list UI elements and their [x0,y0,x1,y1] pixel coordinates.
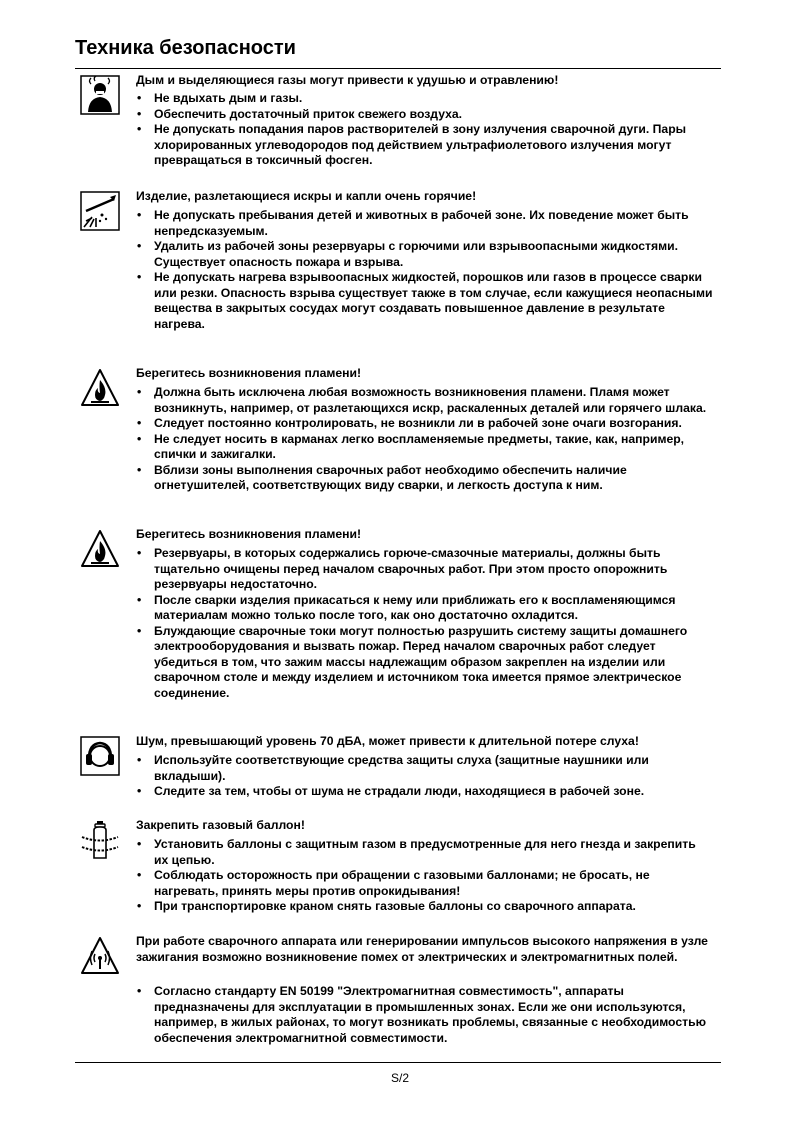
list-item: • После сварки изделия прикасаться к нему или приближать его к воспламеняющимся материалам можно только после того, как оно достаточно охладится. [136,593,713,624]
section-title: Дым и выделяющиеся газы могут привести к удушью и отравлению! [136,73,559,87]
list-item [136,270,713,332]
list-item: • Обеспечить достаточный приток свежего воздуха. [136,107,713,123]
list-item-note: Существует опасность пожара и взрыва. [154,254,404,269]
list-item: • Вблизи зоны выполнения сварочных работ необходимо обеспечить наличие огнетушителей, соответствующих виду сварки, и легкость доступа к ним. [136,463,713,494]
page-title: Техника безопасности [75,37,296,59]
top-divider [75,68,721,69]
bullet-list [136,208,713,332]
list-item: • Резервуары, в которых содержались горюче-смазочные материалы, должны быть тщательно очищены перед началом сварочных работ. При этом просто опорожнить резервуары недостаточно. [136,546,713,593]
list-item: • Следите за тем, чтобы от шума не страдали люди, находящиеся в рабочей зоне. [136,784,713,800]
list-item: • Используйте соответствующие средства защиты слуха (защитные наушники или вкладыши). [136,753,713,784]
list-item: • Согласно стандарту EN 50199 "Электромагнитная совместимость", аппараты предназначены для эксплуатации в промышленных зонах. Если же они используются, например, в жилых районах, то могут возникать проблемы, связанные с необходимостью обеспечения электромагнитной совместимости. [136,984,713,1046]
list-item [136,239,713,270]
section-title: Берегитесь возникновения пламени! [136,366,362,380]
bottom-divider [75,1062,721,1063]
list-item: • Не следует носить в карманах легко воспламеняемые предметы, такие, как, например, спички и зажигалки. [136,432,713,463]
bullet-list [136,91,713,169]
fire-warning-icon [80,529,120,569]
bullet-list [136,546,713,701]
section-title: При работе сварочного аппарата или генерировании импульсов высокого напряжения в узле зажигания возможно возникновение помех от электрических и электромагнитных полей. [136,934,708,964]
ear-protection-icon [80,736,120,776]
list-item [136,208,713,239]
list-item: • Не допускать попадания паров растворителей в зону излучения сварочной дуги. Пары хлорированных углеводородов под действием ультрафиолетового излучения могут превращаться в токсичный фосген. [136,122,713,169]
list-item: • Следует постоянно контролировать, не возникли ли в рабочей зоне очаги возгорания. [136,416,713,432]
section-title: Берегитесь возникновения пламени! [136,527,362,541]
gas-cylinder-icon [80,820,120,860]
hot-sparks-icon [80,191,120,231]
list-item: • При транспортировке краном снять газовые баллоны со сварочного аппарата. [136,899,713,915]
bullet-list [136,753,713,800]
bullet-list [136,837,713,915]
section-title: Закрепить газовый баллон! [136,818,305,832]
section-title: Изделие, разлетающиеся искры и капли очень горячие! [136,189,477,203]
list-item: • Установить баллоны с защитным газом в предусмотренные для него гнезда и закрепить их цепью. [136,837,713,868]
fumes-warning-icon [80,75,120,115]
electromagnetic-warning-icon [80,936,120,976]
list-item-text: Не допускать пребывания детей и животных в рабочей зоне. Их поведение может быть непредсказуемым. [154,208,689,238]
list-item-text: Не допускать нагрева взрывоопасных жидкостей, порошков или газов в процессе сварки или резки. Опасность взрыва существует также в том случае, если кажущиеся неопасными вещества в закрытых сосудах могут создавать повышенное давление в результате нагрева. [154,270,713,331]
fire-warning-icon [80,368,120,408]
list-item: • Должна быть исключена любая возможность возникновения пламени. Пламя может возникнуть, например, от разлетающихся искр, раскаленных деталей или горячего шлака. [136,385,713,416]
list-item: • Соблюдать осторожность при обращении с газовыми баллонами; не бросать, не нагревать, принять меры против опрокидывания! [136,868,713,899]
list-item: • Блуждающие сварочные токи могут полностью разрушить систему защиты домашнего электрооборудования и вызвать пожар. Перед началом сварочных работ следует убедиться в том, что зажим массы надлежащим образом закреплен на изделии или сварочном столе и между изделием и источником тока имеется прямое электрическое соединение. [136,624,713,702]
list-item: • Не вдыхать дым и газы. [136,91,713,107]
bullet-list [136,984,713,1046]
section-title: Шум, превышающий уровень 70 дБА, может привести к длительной потере слуха! [136,734,639,748]
page-number: S/2 [390,1071,409,1085]
bullet-list [136,385,713,494]
list-item-text: Удалить из рабочей зоны резервуары с горючими или взрывоопасными жидкостями. [154,239,679,253]
